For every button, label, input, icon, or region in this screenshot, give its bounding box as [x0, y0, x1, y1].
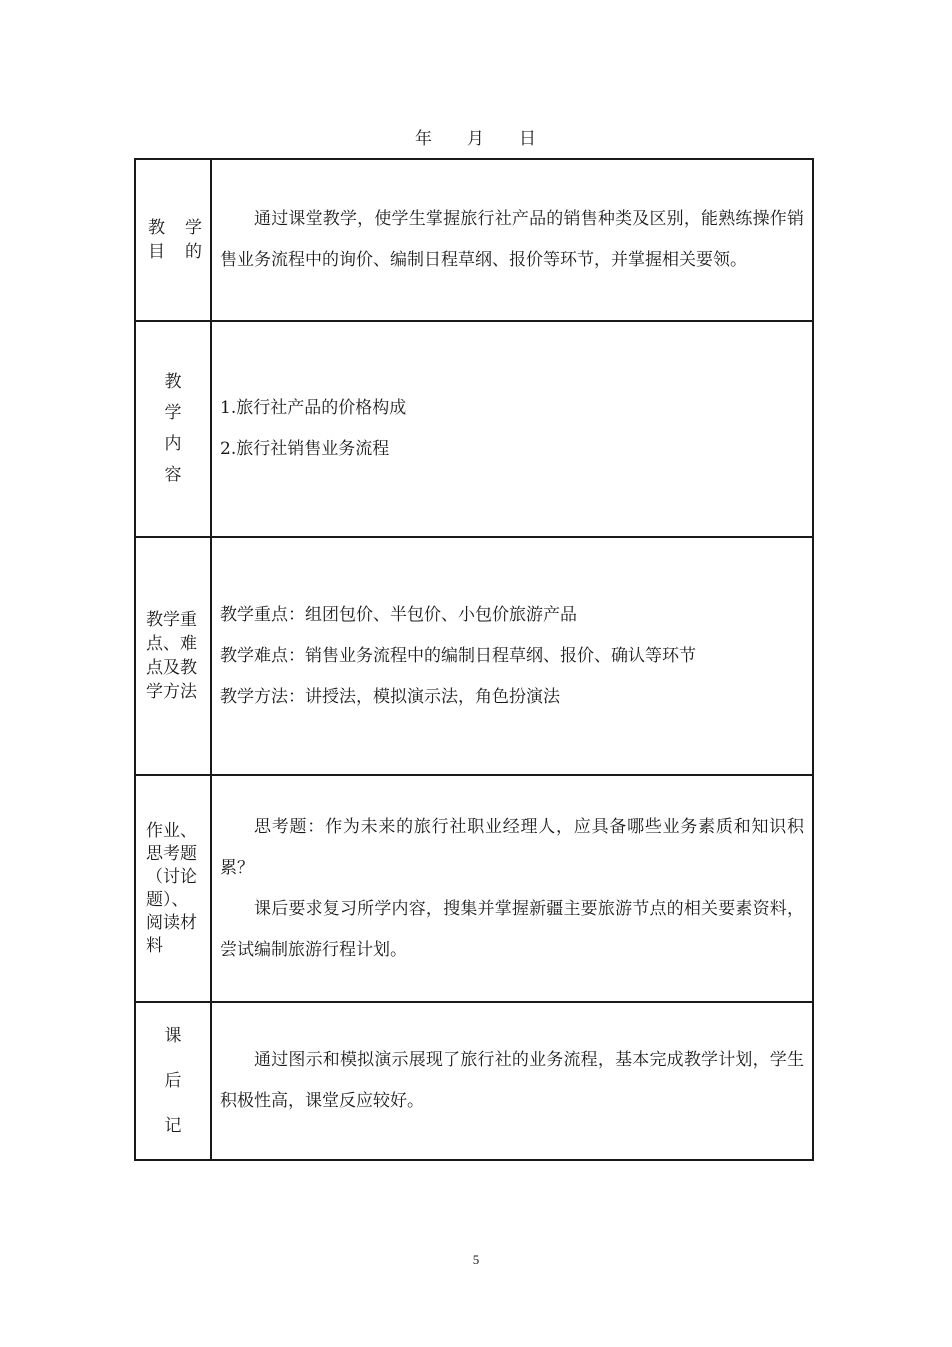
focus-content-cell — [211, 537, 813, 775]
homework-row — [135, 775, 813, 1002]
focus-line: 教学方法：讲授法，模拟演示法，角色扮演法 — [220, 686, 560, 707]
day-label: 日 — [519, 129, 537, 149]
label-char: 容 — [164, 465, 182, 485]
homework-label-cell — [135, 775, 211, 1002]
content-item: 1.旅行社产品的价格构成 — [220, 398, 407, 418]
label-char: 记 — [164, 1115, 182, 1136]
focus-row — [135, 537, 813, 775]
label-char: 目 — [148, 242, 165, 262]
month-label: 月 — [467, 129, 485, 149]
content-label-cell — [135, 321, 211, 537]
label-line: 学方法 — [146, 682, 197, 702]
reflection-label — [136, 1014, 210, 1149]
content-items-cell — [211, 321, 813, 537]
reflection-text: 通过图示和模拟演示展现了旅行社的业务流程，基本完成教学计划，学生积极性高，课堂反应较好。 — [220, 1050, 804, 1111]
focus-line: 教学难点：销售业务流程中的编制日程草纲、报价、确认等环节 — [220, 645, 696, 666]
objective-label-cell — [135, 159, 211, 321]
content-row — [135, 321, 813, 537]
objective-label — [136, 216, 210, 264]
label-char: 学 — [185, 218, 202, 238]
label-line: 点、难 — [146, 634, 197, 654]
homework-label — [136, 820, 210, 958]
objective-content-cell — [211, 159, 813, 321]
label-char: 学 — [164, 403, 182, 423]
label-char: 教 — [164, 372, 182, 392]
focus-label — [136, 608, 210, 704]
objective-row — [135, 159, 813, 321]
year-label: 年 — [415, 129, 433, 149]
label-line: 阅读材 — [146, 912, 197, 933]
label-char: 后 — [164, 1070, 182, 1091]
reflection-content-cell — [211, 1002, 813, 1160]
label-line: 题）、 — [146, 889, 189, 910]
date-line — [0, 124, 952, 149]
objective-text: 通过课堂教学，使学生掌握旅行社产品的销售种类及区别，能熟练操作销售业务流程中的询价、编制日程草纲、报价等环节，并掌握相关要领。 — [220, 209, 804, 270]
label-char: 课 — [164, 1025, 182, 1046]
homework-paragraph: 课后要求复习所学内容，搜集并掌握新疆主要旅游节点的相关要素资料，尝试编制旅游行程计划。 — [220, 898, 804, 960]
page-number: 5 — [472, 1252, 480, 1267]
label-line: 点及教 — [146, 658, 197, 678]
label-line: 料 — [146, 935, 163, 956]
label-char: 的 — [185, 242, 202, 262]
label-line: 教学重 — [146, 610, 197, 630]
reflection-label-cell — [135, 1002, 211, 1160]
focus-label-cell — [135, 537, 211, 775]
label-char: 内 — [164, 434, 182, 454]
label-line: 作业、 — [146, 820, 197, 841]
content-item: 2.旅行社销售业务流程 — [220, 439, 390, 459]
homework-paragraph: 思考题：作为未来的旅行社职业经理人，应具备哪些业务素质和知识积累？ — [220, 816, 804, 878]
label-char: 教 — [148, 218, 165, 238]
focus-line: 教学重点：组团包价、半包价、小包价旅游产品 — [220, 604, 577, 625]
lesson-plan-table — [134, 158, 814, 1161]
label-line: （讨论 — [146, 866, 197, 887]
reflection-row — [135, 1002, 813, 1160]
homework-content-cell — [211, 775, 813, 1002]
label-line: 思考题 — [146, 843, 197, 864]
content-label — [136, 367, 210, 491]
